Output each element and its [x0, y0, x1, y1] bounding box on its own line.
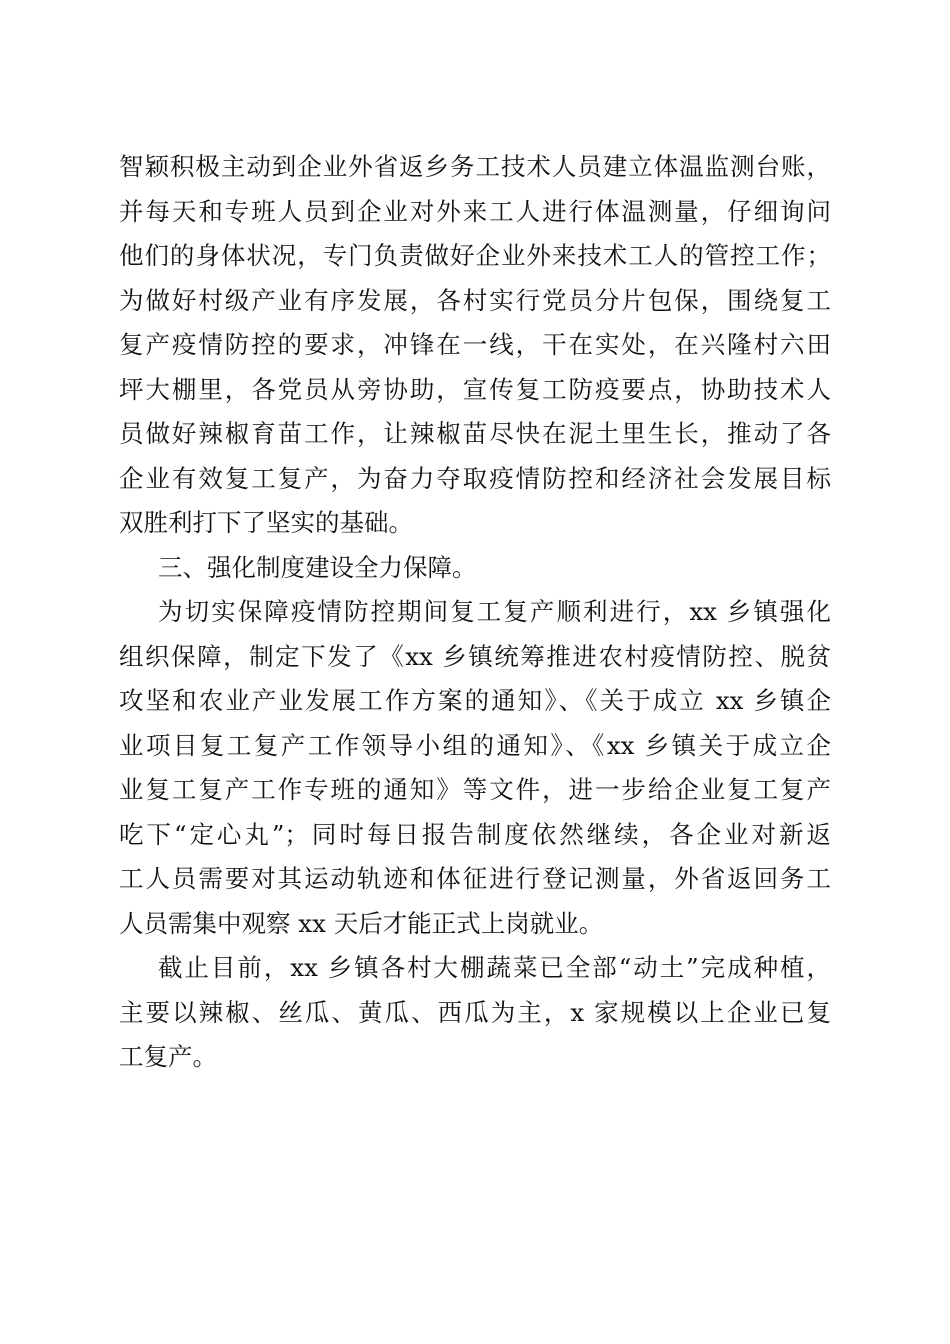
text-line: 员做好辣椒育苗工作，让辣椒苗尽快在泥土里生长，推动了各 [119, 419, 831, 448]
paragraph-summary [119, 946, 831, 1080]
text-line: 截止目前，xx 乡镇各村大棚蔬菜已全部“动土”完成种植， [158, 953, 831, 982]
text-line: 业复工复产工作专班的通知》等文件，进一步给企业复工复产 [119, 775, 831, 804]
text-line: 智颖积极主动到企业外省返乡务工技术人员建立体温监测台账， [119, 152, 831, 181]
text-line: 双胜利打下了坚实的基础。 [119, 508, 413, 537]
text-line: 人员需集中观察 xx 天后才能正式上岗就业。 [119, 908, 604, 938]
text-line: 并每天和专班人员到企业对外来工人进行体温测量，仔细询问 [119, 196, 831, 226]
text-line: 业项目复工复产工作领导小组的通知》、《xx 乡镇关于成立企 [119, 730, 831, 760]
section-heading: 三、强化制度建设全力保障。 [158, 552, 477, 582]
text-line: 吃下“定心丸”；同时每日报告制度依然继续，各企业对新返 [119, 819, 831, 849]
text-line: 组织保障，制定下发了《xx 乡镇统筹推进农村疫情防控、脱贫 [119, 641, 831, 671]
text-line: 攻坚和农业产业发展工作方案的通知》、《关于成立 xx 乡镇企 [119, 686, 831, 715]
text-line: 为做好村级产业有序发展，各村实行党员分片包保，围绕复工 [119, 285, 831, 315]
text-line: 工人员需要对其运动轨迹和体征进行登记测量，外省返回务工 [119, 864, 831, 893]
document-body [119, 145, 831, 1080]
text-line: 坪大棚里，各党员从旁协助，宣传复工防疫要点，协助技术人 [119, 374, 831, 404]
text-line: 企业有效复工复产，为奋力夺取疫情防控和经济社会发展目标 [119, 463, 831, 493]
text-line: 主要以辣椒、丝瓜、黄瓜、西瓜为主，x 家规模以上企业已复 [119, 997, 831, 1027]
paragraph-continuation [119, 145, 831, 546]
text-line: 为切实保障疫情防控期间复工复产顺利进行，xx 乡镇强化 [158, 597, 831, 626]
text-line: 工复产。 [119, 1042, 217, 1071]
text-line: 复产疫情防控的要求，冲锋在一线，干在实处，在兴隆村六田 [119, 330, 831, 359]
paragraph-institution [119, 590, 831, 946]
text-line: 他们的身体状况，专门负责做好企业外来技术工人的管控工作； [119, 241, 831, 270]
